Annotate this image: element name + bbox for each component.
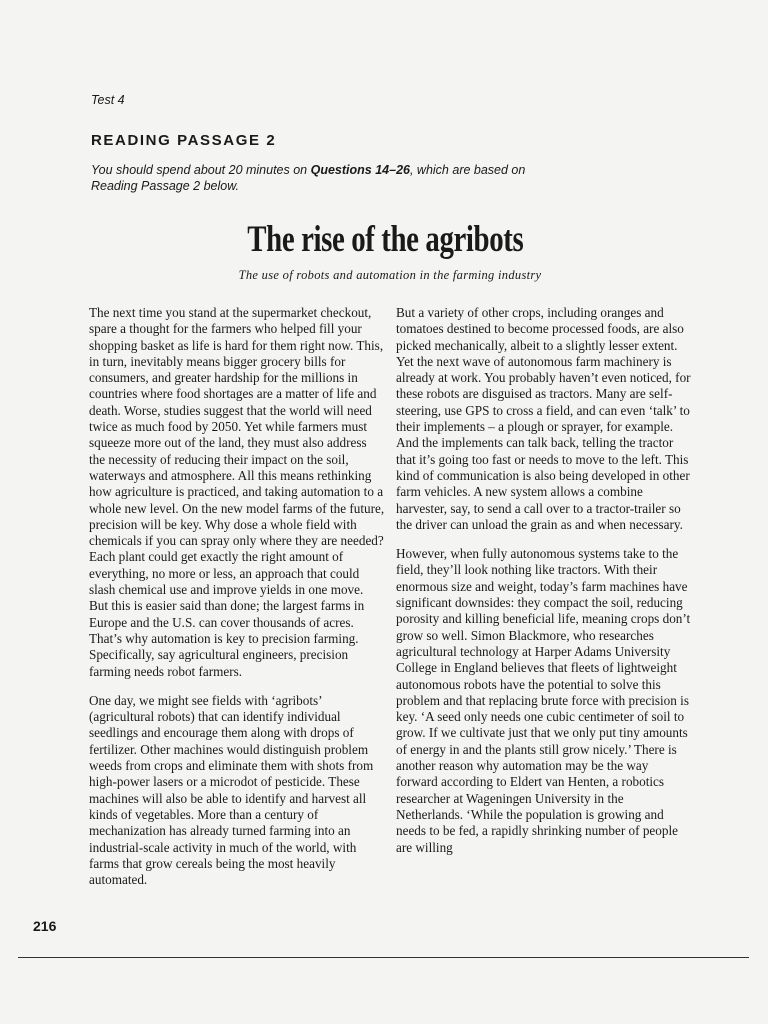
instructions-text-end: , which are based on Reading Passage 2 below. — [91, 163, 526, 193]
article-title: The rise of the agribots — [247, 219, 524, 260]
test-label: Test 4 — [91, 93, 125, 107]
paragraph: However, when fully autonomous systems take to the field, they’ll look nothing like tractors. With their enormous size and weight, today’s farm machines have significant downsides: they compact the soil, reducing porosity and killing beneficial life, meaning crops don’t grow so well. Simon Blackmore, who researches agricultural technology at Harper Adams University College in England believes that fleets of lightweight autonomous robots have the potential to solve this problem and that replacing brute force with precision is key. ‘A seed only needs one cubic centimeter of soil to grow. If we cultivate just that we only put tiny amounts of energy in and the plants still grow nicely.’ There is another reason why automation may be the way forward according to Eldert van Henten, a robotics researcher at Wageningen University in the Netherlands. ‘While the population is growing and needs to be fed, a rapidly shrinking number of people are willing — [396, 546, 691, 855]
left-column — [89, 305, 385, 901]
article-subtitle: The use of robots and automation in the farming industry — [238, 268, 542, 282]
right-column — [396, 305, 692, 869]
page-number: 216 — [33, 918, 57, 934]
section-title: READING PASSAGE 2 — [91, 132, 277, 149]
paragraph: The next time you stand at the supermarket checkout, spare a thought for the farmers who helped fill your shopping basket as life is hard for them right now. This, in turn, inevitably means bigger grocery bills for consumers, and greater hardship for the millions in countries where food shortages are a matter of life and death. Worse, studies suggest that the world will need twice as much food by 2050. Yet while farmers must squeeze more out of the land, they must also address the necessity of reducing their impact on the soil, waterways and atmosphere. All this means rethinking how agriculture is practiced, and taking automation to a whole new level. On the new model farms of the future, precision will be key. Why dose a whole field with chemicals if you can spray only where they are needed? Each plant could get exactly the right amount of everything, no more or less, an approach that could slash chemical use and improve yields in one move. But this is easier said than done; the largest farms in Europe and the U.S. can cover thousands of acres. That’s why automation is key to precision farming. Specifically, say agricultural engineers, precision farming needs robot farmers. — [89, 305, 385, 679]
footer-divider — [18, 957, 749, 958]
instructions — [91, 163, 571, 194]
paragraph: But a variety of other crops, including oranges and tomatoes destined to become processed foods, are also picked mechanically, albeit to a slightly lesser extent. Yet the next wave of autonomous farm machinery is already at work. You probably haven’t even noticed, for these robots are disguised as tractors. Many are self-steering, use GPS to cross a field, and can even ‘talk’ to their implements – a plough or sprayer, for example. And the implements can talk back, telling the tractor that it’s going too fast or needs to move to the left. This kind of communication is also being developed in other farm vehicles. A new system allows a combine harvester, say, to send a call over to a tractor-trailer so the driver can unload the grain as and when necessary. — [396, 305, 691, 532]
instructions-questions: Questions 14–26 — [310, 163, 410, 177]
instructions-text: You should spend about 20 minutes on — [91, 163, 311, 177]
paragraph: One day, we might see fields with ‘agribots’ (agricultural robots) that can identify individual seedlings and encourage them along with drops of fertilizer. Other machines would distinguish problem weeds from crops and eliminate them with shots from high-power lasers or a microdot of pesticide. These machines will also be able to identify and harvest all kinds of vegetables. More than a century of mechanization has already turned farming into an industrial-scale activity in much of the world, with farms that grow cereals being the most heavily automated. — [89, 692, 374, 888]
